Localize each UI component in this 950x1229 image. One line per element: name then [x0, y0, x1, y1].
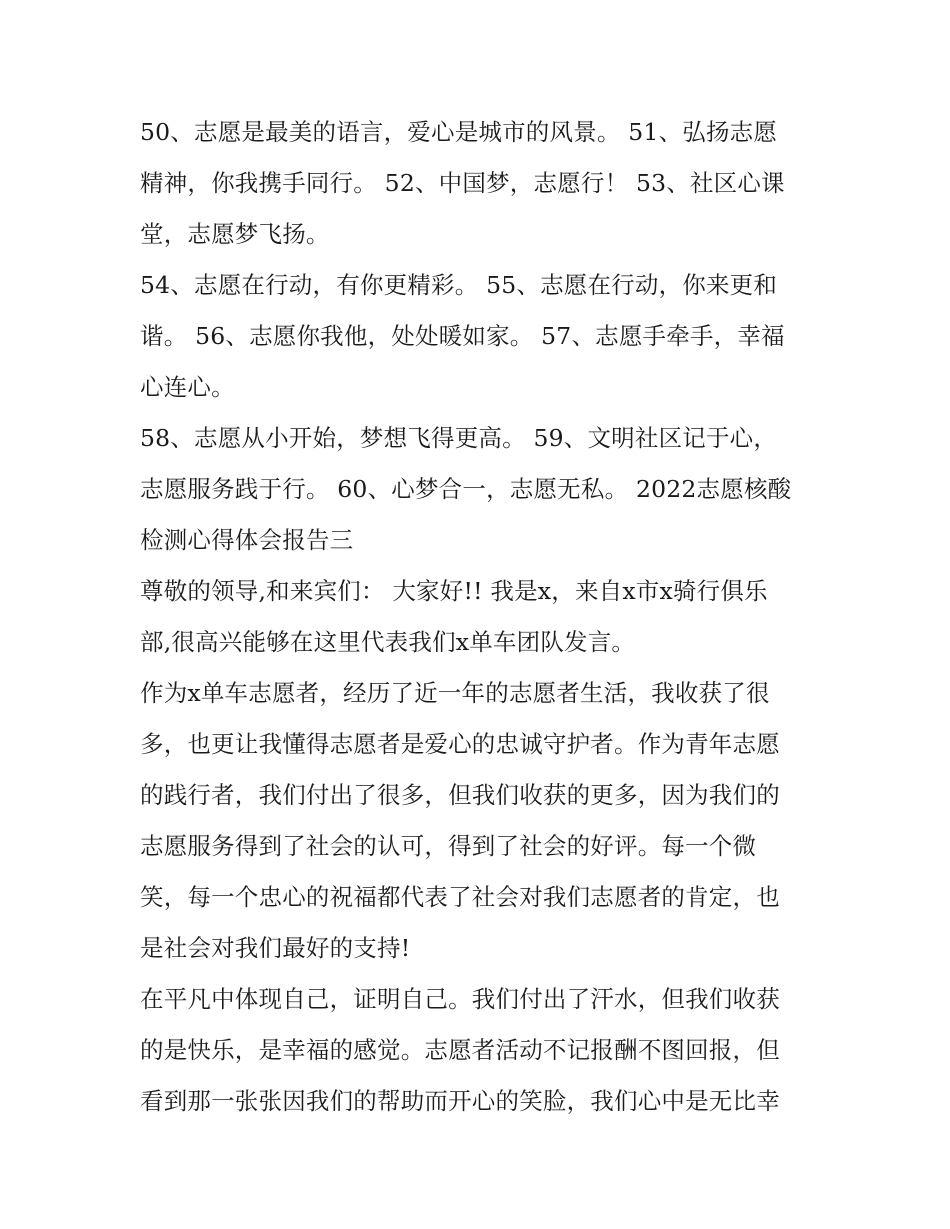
text-line: 多，也更让我懂得志愿者是爱心的忠诚守护者。作为青年志愿 — [140, 730, 780, 758]
text-line: 54、志愿在行动，有你更精彩。 55、志愿在行动，你来更和 — [140, 271, 778, 299]
text-line: 检测心得体会报告三 — [140, 526, 354, 554]
text-line: 尊敬的领导,和来宾们： 大家好!! 我是x，来自x市x骑行俱乐 — [140, 577, 768, 605]
text-line: 作为x单车志愿者，经历了近一年的志愿者生活，我收获了很 — [140, 679, 770, 707]
text-line: 50、志愿是最美的语言，爱心是城市的风景。 51、弘扬志愿 — [140, 118, 778, 146]
text-line: 志愿服务践于行。 60、心梦合一，志愿无私。 2022志愿核酸 — [140, 475, 792, 503]
text-line: 谐。 56、志愿你我他，处处暖如家。 57、志愿手牵手，幸福 — [140, 322, 785, 350]
text-line: 笑，每一个忠心的祝福都代表了社会对我们志愿者的肯定，也 — [140, 883, 780, 911]
text-line: 精神，你我携手同行。 52、中国梦，志愿行！ 53、社区心课 — [140, 169, 785, 197]
text-line: 的是快乐，是幸福的感觉。志愿者活动不记报酬不图回报，但 — [140, 1036, 780, 1064]
text-line: 的践行者，我们付出了很多，但我们收获的更多，因为我们的 — [140, 781, 780, 809]
text-line: 堂，志愿梦飞扬。 — [140, 220, 330, 248]
text-line: 部,很高兴能够在这里代表我们x单车团队发言。 — [140, 628, 636, 656]
document-body — [140, 107, 820, 1127]
text-line: 在平凡中体现自己，证明自己。我们付出了汗水，但我们收获 — [140, 985, 780, 1013]
text-line: 是社会对我们最好的支持! — [140, 934, 411, 962]
text-line: 心连心。 — [140, 373, 235, 401]
text-line: 看到那一张张因我们的帮助而开心的笑脸，我们心中是无比幸 — [140, 1087, 780, 1115]
text-line: 志愿服务得到了社会的认可，得到了社会的好评。每一个微 — [140, 832, 757, 860]
text-line: 58、志愿从小开始，梦想飞得更高。 59、文明社区记于心， — [140, 424, 778, 452]
